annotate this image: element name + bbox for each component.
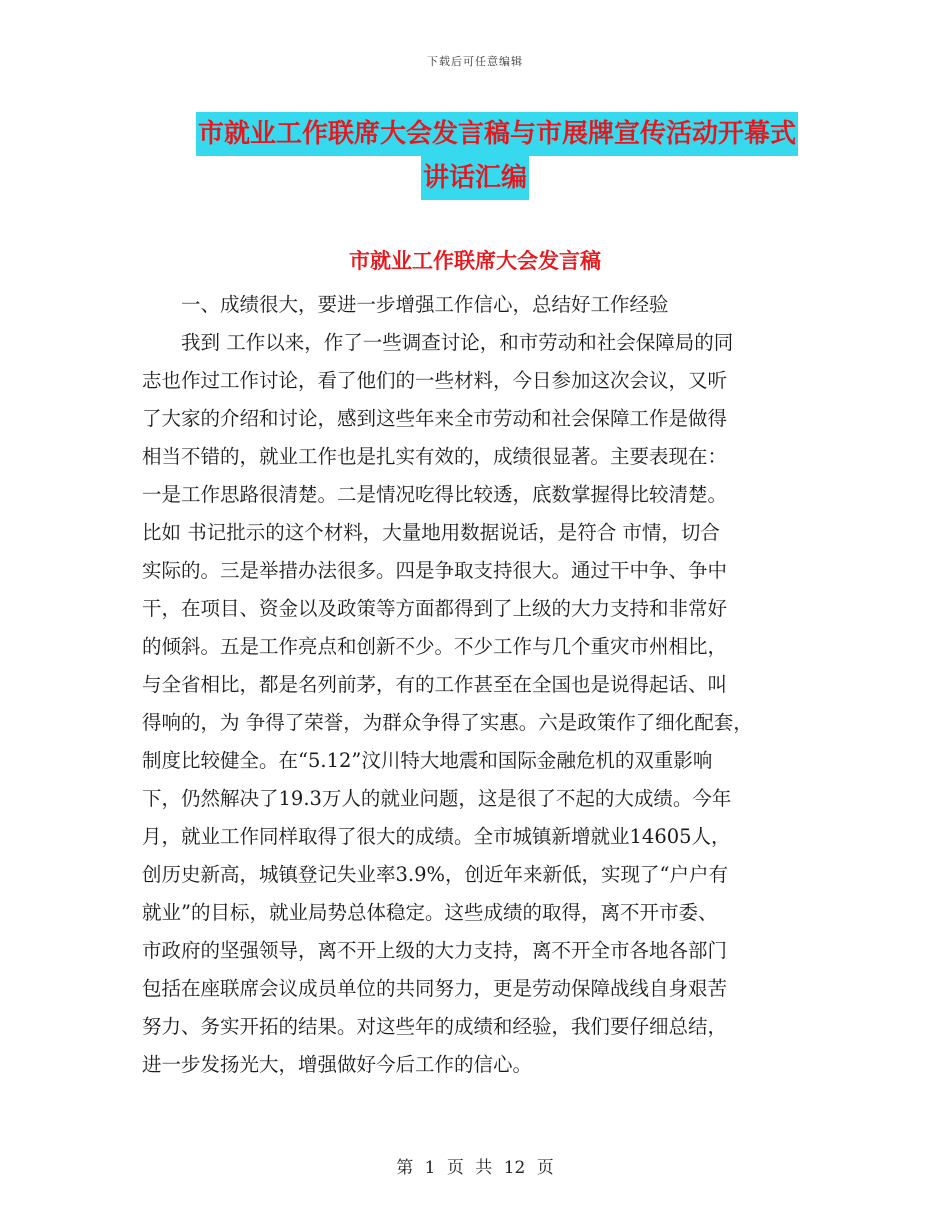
body-line: 比如 书记批示的这个材料，大量地用数据说话，是符合 市情，切合 (142, 521, 720, 544)
header-note: 下载后可任意编辑 (427, 55, 523, 68)
body-line: 市政府的坚强领导，离不开上级的大力支持，离不开全市各地各部门 (142, 939, 728, 962)
body-line: 我到 工作以来，作了一些调查讨论，和市劳动和社会保障局的同 (142, 331, 734, 354)
body-line: 志也作过工作讨论，看了他们的一些材料，今日参加这次会议，又听 (142, 369, 728, 392)
body-line: 干，在项目、资金以及政策等方面都得到了上级的大力支持和非常好 (142, 597, 728, 620)
section-title: 市就业工作联席大会发言稿 (349, 249, 601, 273)
body-line: 与全省相比，都是名列前茅，有的工作甚至在全国也是说得起话、叫 (142, 673, 728, 696)
body-line: 的倾斜。五是工作亮点和创新不少。不少工作与几个重灾市州相比， (142, 635, 728, 658)
body-line: 一、成绩很大，要进一步增强工作信心，总结好工作经验 (142, 293, 669, 316)
title-line-2: 讲话汇编 (421, 156, 529, 200)
body-line: 进一步发扬光大，增强做好今后工作的信心。 (142, 1053, 533, 1076)
body-line: 了大家的介绍和讨论，感到这些年来全市劳动和社会保障工作是做得 (142, 407, 728, 430)
body-line: 一是工作思路很清楚。二是情况吃得比较透，底数掌握得比较清楚。 (142, 483, 728, 506)
body-line: 实际的。三是举措办法很多。四是争取支持很大。通过干中争、争中 (142, 559, 728, 582)
body-line: 就业”的目标，就业局势总体稳定。这些成绩的取得，离不开市委、 (142, 901, 718, 924)
body-line: 相当不错的，就业工作也是扎实有效的，成绩很显著。主要表现在： (142, 445, 728, 468)
body-line: 包括在座联席会议成员单位的共同努力，更是劳动保障战线自身艰苦 (142, 977, 728, 1000)
body-line: 制度比较健全。在“5.12”汶川特大地震和国际金融危机的双重影响 (142, 749, 713, 772)
title-line-1: 市就业工作联席大会发言稿与市展牌宣传活动开幕式 (196, 112, 798, 156)
body-line: 得响的，为 争得了荣誉，为群众争得了实惠。六是政策作了细化配套， (142, 711, 753, 734)
page-number: 第 1 页 共 12 页 (396, 1158, 554, 1178)
document-title (0, 112, 950, 200)
body-line: 创历史新高，城镇登记失业率3.9%，创近年来新低，实现了“户户有 (142, 863, 729, 886)
body-line: 月，就业工作同样取得了很大的成绩。全市城镇新增就业14605人， (142, 825, 731, 848)
body-line: 下，仍然解决了19.3万人的就业问题，这是很了不起的大成绩。今年 (142, 787, 732, 810)
body-line: 努力、务实开拓的结果。对这些年的成绩和经验，我们要仔细总结， (142, 1015, 728, 1038)
